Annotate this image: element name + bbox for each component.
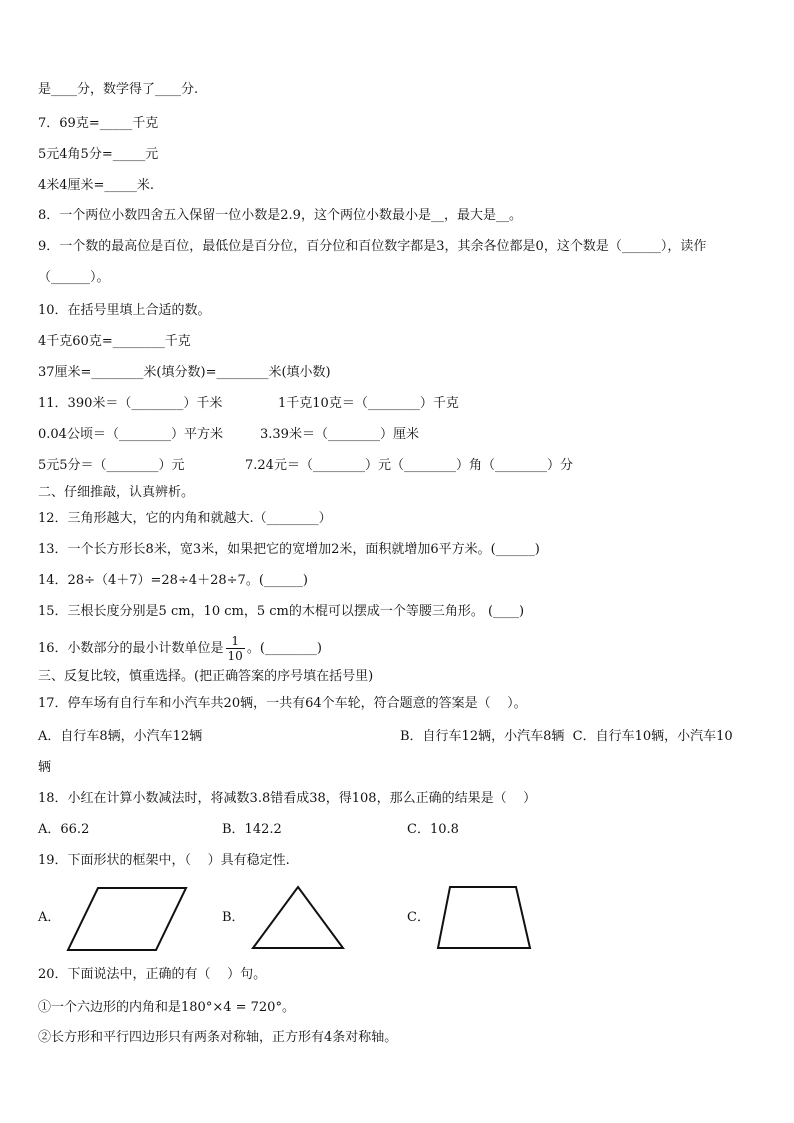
- question-12: 12．三角形越大，它的内角和就越大.（________）: [38, 511, 332, 526]
- question-17: 17．停车场有自行车和小汽车共20辆，一共有64个车轮，符合题意的答案是（ ）。: [38, 696, 527, 711]
- question-20-statement-1: ①一个六边形的内角和是180°×4 = 720°。: [38, 1000, 295, 1015]
- question-11-a1: 11．390米＝（________）千米: [38, 396, 223, 411]
- question-17-option-a: A．自行车8辆，小汽车12辆: [38, 729, 203, 744]
- question-16: 16．小数部分的最小计数单位是 $\frac{1}{10}$ 。(________): [38, 634, 322, 663]
- question-8: 8．一个两位小数四舍五入保留一位小数是2.9，这个两位小数最小是__，最大是__。: [38, 208, 522, 223]
- question-11-c2: 7.24元＝（________）元（________）角（________）分: [245, 458, 573, 473]
- question-18-option-a: A．66.2: [38, 822, 90, 837]
- question-7: 7．69克=_____千克: [38, 116, 159, 131]
- question-10-b: 37厘米=________米(填分数)=________米(填小数): [38, 365, 331, 380]
- question-17-cont: 辆: [38, 760, 52, 775]
- question-19-option-b: B．: [222, 910, 245, 925]
- question-20-statement-2: ②长方形和平行四边形只有两条对称轴，正方形有4条对称轴。: [38, 1030, 398, 1045]
- question-14: 14．28÷（4＋7）=28÷4＋28÷7。(______): [38, 573, 308, 588]
- question-15: 15．三根长度分别是5 cm，10 cm，5 cm的木棍可以摆成一个等腰三角形。 (____): [38, 604, 525, 619]
- question-19-option-a: A．: [38, 910, 61, 925]
- question-9: 9．一个数的最高位是百位，最低位是百分位，百分位和百位数字都是3，其余各位都是0，这个数是（______），读作: [38, 239, 707, 254]
- question-7-c: 4米4厘米=_____米.: [38, 178, 155, 193]
- question-19-option-c: C．: [407, 910, 430, 925]
- question-13: 13．一个长方形长8米，宽3米，如果把它的宽增加2米，面积就增加6平方米。(______): [38, 542, 540, 557]
- question-11-b1: 0.04公顷＝（________）平方米: [38, 427, 223, 442]
- question-18-option-b: B．142.2: [222, 822, 282, 837]
- question-11-c1: 5元5分＝（________）元: [38, 458, 185, 473]
- trapezoid-shape: [436, 884, 534, 952]
- section-3-heading: 三、反复比较，慎重选择。(把正确答案的序号填在括号里): [38, 669, 374, 684]
- question-11-b2: 3.39米＝（________）厘米: [260, 427, 419, 442]
- section-2-heading: 二、仔细推敲，认真辨析。: [38, 485, 195, 500]
- question-11-a2: 1千克10克＝（________）千克: [278, 396, 459, 411]
- triangle-shape: [250, 884, 346, 952]
- text-line: 是____分，数学得了____分.: [38, 82, 199, 97]
- question-10-a: 4千克60克=________千克: [38, 334, 191, 349]
- question-18: 18．小红在计算小数减法时，将减数3.8错看成38，得108，那么正确的结果是（ ）: [38, 791, 537, 806]
- question-19: 19．下面形状的框架中，（ ）具有稳定性.: [38, 853, 290, 868]
- question-9-cont: （______）。: [38, 270, 110, 285]
- question-18-option-c: C．10.8: [407, 822, 459, 837]
- parallelogram-shape: [66, 886, 190, 954]
- question-7-b: 5元4角5分=_____元: [38, 147, 159, 162]
- question-17-option-bc: B．自行车12辆，小汽车8辆 C．自行车10辆，小汽车10: [400, 729, 733, 744]
- question-10: 10．在括号里填上合适的数。: [38, 303, 211, 318]
- question-20: 20．下面说法中，正确的有（ ）句。: [38, 967, 267, 982]
- fraction: $\frac{1}{10}$: [227, 634, 243, 663]
